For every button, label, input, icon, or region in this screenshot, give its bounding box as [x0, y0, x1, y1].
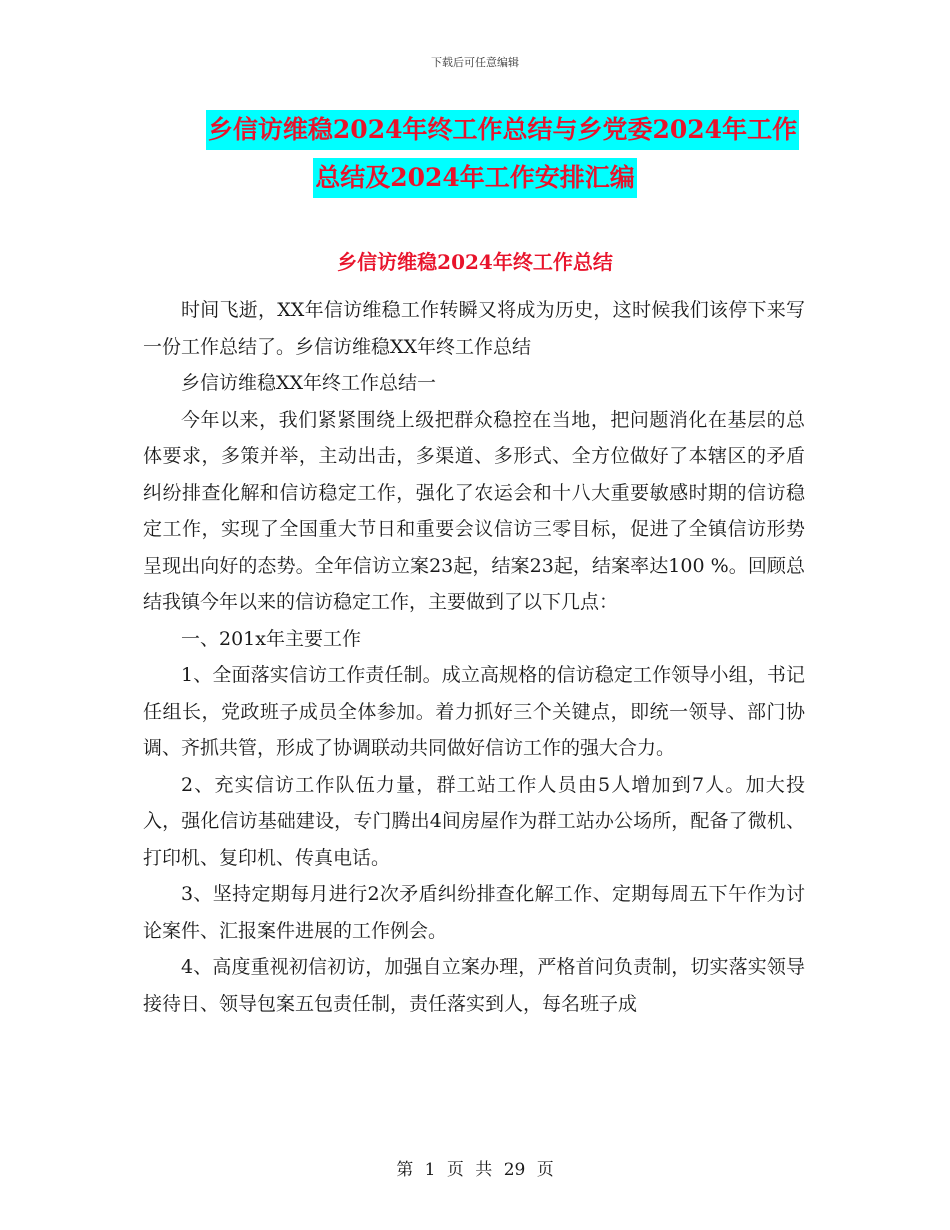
paragraph: 今年以来，我们紧紧围绕上级把群众稳控在当地，把问题消化在基层的总体要求，多策并举，主动出击，多渠道、多形式、全方位做好了本辖区的矛盾纠纷排查化解和信访稳定工作，强化了农运会和十八大重要敏感时期的信访稳定工作，实现了全国重大节日和重要会议信访三零目标，促进了全镇信访形势呈现出向好的态势。全年信访立案23起，结案23起，结案率达100 %。回顾总结我镇今年以来的信访稳定工作，主要做到了以下几点：: [143, 408, 805, 613]
document-title: [0, 110, 950, 198]
paragraph: 3、坚持定期每月进行2次矛盾纠纷排查化解工作、定期每周五下午作为讨论案件、汇报案件进展的工作例会。: [143, 883, 805, 942]
document-title-line-2: 总结及2024年工作安排汇编: [313, 158, 637, 198]
document-title-line-1: 乡信访维稳2024年终工作总结与乡党委2024年工作: [206, 110, 799, 150]
paragraph: 2、充实信访工作队伍力量，群工站工作人员由5人增加到7人。加大投入，强化信访基础建设，专门腾出4间房屋作为群工站办公场所，配备了微机、打印机、复印机、传真电话。: [143, 773, 805, 869]
page-header: 下载后可任意编辑: [431, 56, 519, 69]
section-title: 乡信访维稳2024年终工作总结: [337, 250, 613, 274]
paragraph: 时间飞逝，XX年信访维稳工作转瞬又将成为历史，这时候我们该停下来写一份工作总结了。乡信访维稳XX年终工作总结: [143, 299, 805, 358]
paragraph: 1、全面落实信访工作责任制。成立高规格的信访稳定工作领导小组，书记任组长，党政班子成员全体参加。着力抓好三个关键点，即统一领导、部门协调、齐抓共管，形成了协调联动共同做好信访工作的强大合力。: [143, 664, 805, 759]
page-footer: 第 1 页 共 29 页: [396, 1160, 554, 1180]
paragraph: 乡信访维稳XX年终工作总结一: [181, 372, 437, 394]
document-body: [143, 292, 805, 1022]
paragraph: 4、高度重视初信初访，加强自立案办理，严格首问负责制，切实落实领导接待日、领导包案五包责任制，责任落实到人，每名班子成: [143, 956, 805, 1015]
paragraph: 一、201x年主要工作: [181, 627, 361, 650]
